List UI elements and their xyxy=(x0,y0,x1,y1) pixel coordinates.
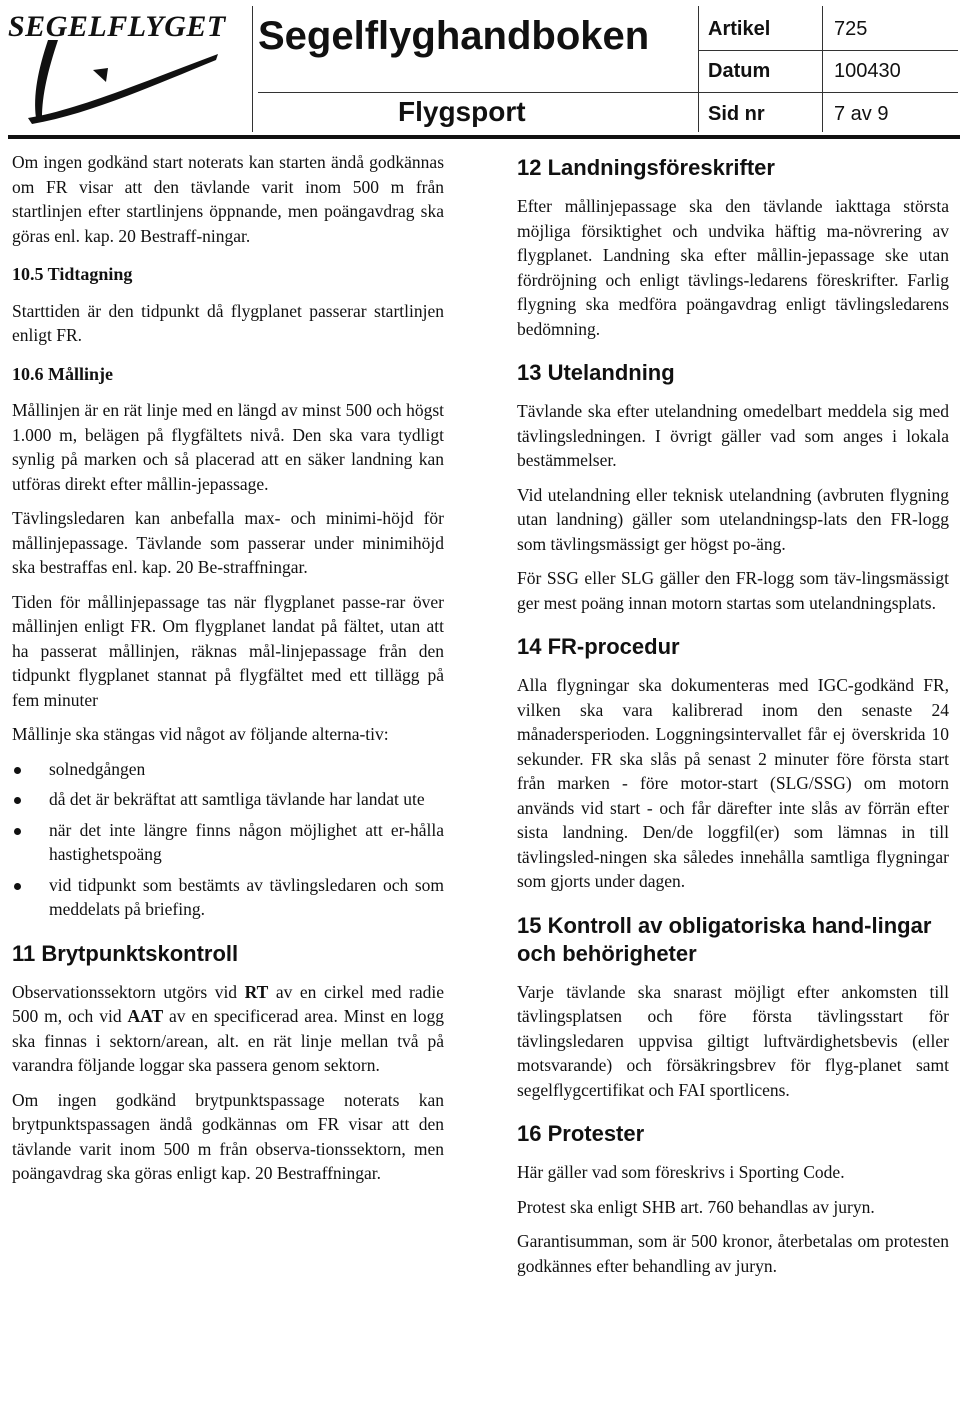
heading-13: 13 Utelandning xyxy=(517,360,675,385)
paragraph: Efter mållinjepassage ska den tävlande iakttaga största möjliga försiktighet och undvika häftig ma-növrering av flygplanet. Landning ska efter mållin-jepassage ske utan fördröjning och enligt tävlings-ledarens föreskrifter. Farlig flygning ska medföra poängavdrag enligt tävlingsledarens bedömning. xyxy=(517,196,949,339)
bullet-icon xyxy=(14,828,21,835)
bullet-icon xyxy=(14,883,21,890)
header-divider xyxy=(8,135,960,139)
heading-16: 16 Protester xyxy=(517,1121,645,1146)
page-header xyxy=(0,0,960,140)
list-item: när det inte längre finns någon möjlighet att er-hålla hastighetspoäng xyxy=(12,818,444,867)
document-title: Segelflyghandboken xyxy=(258,14,650,58)
paragraph: Observationssektorn utgörs vid RT av en cirkel med radie 500 m, och vid AAT av en specificerad area. Minst en logg ska finnas i sektorn/arean, alt. en rät linje mellan två på varandra följande loggar ska passera genom sektorn. xyxy=(12,981,444,1075)
list-item: vid tidpunkt som bestämts av tävlingsledaren och som meddelats på briefing. xyxy=(12,873,444,922)
bullet-icon xyxy=(14,797,21,804)
paragraph: Om ingen godkänd start noterats kan starten ändå godkännas om FR visar att den tävlande varit inom 500 m från startlinjen efter startlinjens öppnande, men poängavdrag ska göras enl. kap. 20 Bestraff-ningar. xyxy=(12,152,444,246)
list-item: då det är bekräftat att samtliga tävlande har landat ute xyxy=(12,787,444,812)
logo-wordmark: SEGELFLYGET xyxy=(8,10,226,43)
paragraph: Mållinje ska stängas vid något av följande alterna-tiv: xyxy=(12,724,389,744)
article-value: 725 xyxy=(834,18,868,40)
paragraph: Tiden för mållinjepassage tas när flygplanet passe-rar över mållinjen enligt FR. Om flygplanet landat på fältet, utan att ha passerat mållinjen, räknas mål-linjepassage från den tidpunkt flygplanet stannat på flygfältet med ett tillägg på fem minuter xyxy=(12,591,444,710)
page-number-value: 7 av 9 xyxy=(834,103,889,125)
paragraph: Tävlande ska efter utelandning omedelbart meddela sig med tävlingsledningen. I övrigt gäller vad som anges i lokala bestämmelser. xyxy=(517,401,949,470)
paragraph: Varje tävlande ska snarast möjligt efter ankomsten till tävlingsplatsen och före första tävlingsstart för tävlingsledaren uppvisa giltigt luftvärdighetsbevis (eller motsvarande) och försäkringsbrev för flyg-planet samt segelflygcertifikat och FAI sportlicens. xyxy=(517,981,949,1100)
section-subtitle: Flygsport xyxy=(398,96,526,127)
date-value: 100430 xyxy=(834,60,901,82)
paragraph: Protest ska enligt SHB art. 760 behandlas av juryn. xyxy=(517,1196,875,1217)
heading-14: 14 FR-procedur xyxy=(517,634,680,659)
bullet-icon xyxy=(14,767,21,774)
closing-conditions-list xyxy=(12,757,444,922)
paragraph: Garantisumman, som är 500 kronor, återbetalas om protesten godkännes efter behandling av juryn. xyxy=(517,1231,949,1276)
heading-10-5: 10.5 Tidtagning xyxy=(12,264,133,284)
paragraph: Mållinjen är en rät linje med en längd av minst 500 och högst 1.000 m, belägen på flygfältets nivå. Den ska vara tydligt synlig på marken och så placerad att en säker landning kan utföras direkt efter mållin-jepassage. xyxy=(12,400,444,494)
paragraph: Tävlingsledaren kan anbefalla max- och minimi-höjd för mållinjepassage. Tävlande som passerar under minimihöjd ska bestraffas enl. kap. 20 Be-straffningar. xyxy=(12,508,444,577)
paragraph: Här gäller vad som föreskrivs i Sporting Code. xyxy=(517,1162,845,1182)
paragraph: Vid utelandning eller teknisk utelandning (avbruten flygning utan landning) gäller som utelandningsp-lats den FR-logg som tävlingsmässigt ger högst po-äng. xyxy=(517,484,949,554)
heading-11: 11 Brytpunktskontroll xyxy=(12,940,239,966)
right-column xyxy=(517,150,949,1288)
paragraph: För SSG eller SLG gäller den FR-logg som täv-lingsmässigt ger mest poäng innan motorn startas som utelandningsplats. xyxy=(517,568,949,613)
paragraph: Om ingen godkänd brytpunktspassage noterats kan brytpunktspassagen ändå godkännas om FR visar att den tävlande varit inom 500 m från observa-tionssektorn, men poängavdrag ska göras enligt kap. 20 Bestraffningar. xyxy=(12,1089,444,1183)
left-column xyxy=(12,150,444,1196)
article-label: Artikel xyxy=(708,18,771,40)
segelflyget-logo xyxy=(8,10,248,130)
heading-15: 15 Kontroll av obligatoriska hand-lingar och behörigheter xyxy=(517,912,932,966)
heading-10-6: 10.6 Mållinje xyxy=(12,363,113,384)
paragraph: Starttiden är den tidpunkt då flygplanet passerar startlinjen enligt FR. xyxy=(12,300,444,345)
date-label: Datum xyxy=(708,60,771,82)
list-item: solnedgången xyxy=(12,757,444,782)
paragraph: Alla flygningar ska dokumenteras med IGC-godkänd FR, vilken ska vara kalibrerad inom den senaste 24 månadersperioden. Loggningsintervallet får ej överskrida 10 sekunder. FR ska slås på senast 2 minuter före första start från marken - före motor-start (SLG/SSG) om motorn används vid start - och får därefter inte slås av förrän efter sista landning. Den/de loggfil(er) som lämnas in till tävlingsled-ningen ska således innehålla samtliga flygningar som gjorts under dagen. xyxy=(517,675,949,891)
heading-12: 12 Landningsföreskrifter xyxy=(517,155,775,180)
page-number-label: Sid nr xyxy=(708,103,765,125)
